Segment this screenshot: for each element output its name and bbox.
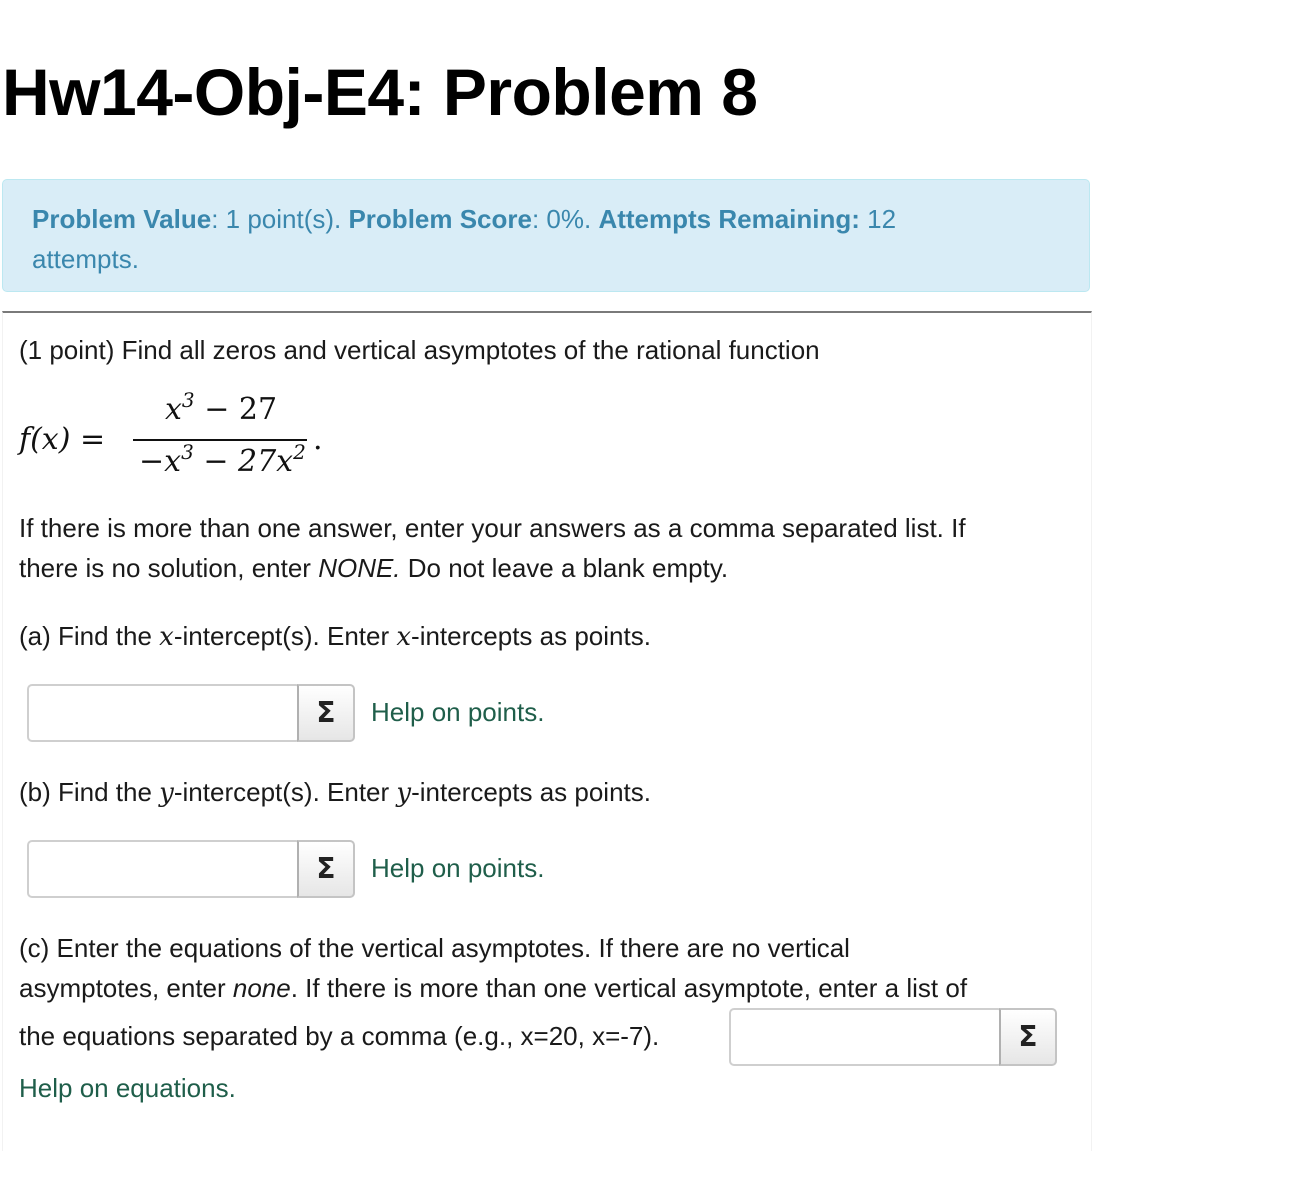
part-b-prompt: (b) Find the y-intercept(s). Enter y-intercepts as points. — [19, 777, 651, 808]
problem-value-label: Problem Value — [32, 204, 212, 234]
part-c-equation-editor-button[interactable] — [999, 1008, 1057, 1066]
instructions-line-1: If there is more than one answer, enter your answers as a comma separated list. If — [19, 513, 966, 543]
problem-info-box — [2, 179, 1090, 292]
part-c-prompt-line-3: the equations separated by a comma (e.g., x=20, x=-7). — [19, 1021, 660, 1051]
part-c-prompt-line-2: asymptotes, enter none. If there is more than one vertical asymptote, enter a list of — [19, 973, 968, 1003]
part-c-answer-input[interactable] — [729, 1008, 1003, 1066]
function-numerator: $x^3 - 27$ — [165, 388, 278, 427]
attempts-remaining-count: 12 — [859, 204, 897, 234]
function-lhs: f(x) = — [19, 422, 106, 457]
part-b-equation-editor-button[interactable] — [297, 840, 355, 898]
part-a-answer-input[interactable] — [27, 684, 301, 742]
part-c-help-link[interactable]: Help on equations. — [19, 1073, 236, 1103]
sigma-icon: Σ — [316, 696, 336, 729]
page-title: Hw14-Obj-E4: Problem 8 — [2, 55, 758, 129]
problem-score-label: Problem Score — [348, 204, 532, 234]
part-b-help-link[interactable]: Help on points. — [371, 853, 545, 883]
problem-intro: (1 point) Find all zeros and vertical asymptotes of the rational function — [19, 335, 820, 365]
problem-score-text: : 0%. — [531, 204, 599, 234]
attempts-unit: attempts. — [32, 244, 139, 274]
problem-value-text: : 1 point(s). — [211, 204, 349, 234]
part-a-help-link[interactable]: Help on points. — [371, 697, 545, 727]
fraction-bar — [133, 439, 307, 441]
sigma-icon: Σ — [1018, 1020, 1038, 1053]
attempts-remaining-label: Attempts Remaining: — [598, 204, 860, 234]
part-a-prompt: (a) Find the x-intercept(s). Enter x-intercepts as points. — [19, 621, 651, 652]
part-b-answer-input[interactable] — [27, 840, 301, 898]
sigma-icon: Σ — [316, 852, 336, 885]
none-keyword: NONE. — [318, 553, 401, 583]
none-keyword-lower: none — [232, 973, 291, 1003]
instructions-line-2: there is no solution, enter NONE. Do not leave a blank empty. — [19, 553, 729, 583]
function-period: . — [313, 422, 323, 457]
part-a-equation-editor-button[interactable] — [297, 684, 355, 742]
function-denominator: $-x^3 - 27x^2$ — [139, 440, 306, 479]
part-c-prompt-line-1: (c) Enter the equations of the vertical asymptotes. If there are no vertical — [19, 933, 850, 963]
